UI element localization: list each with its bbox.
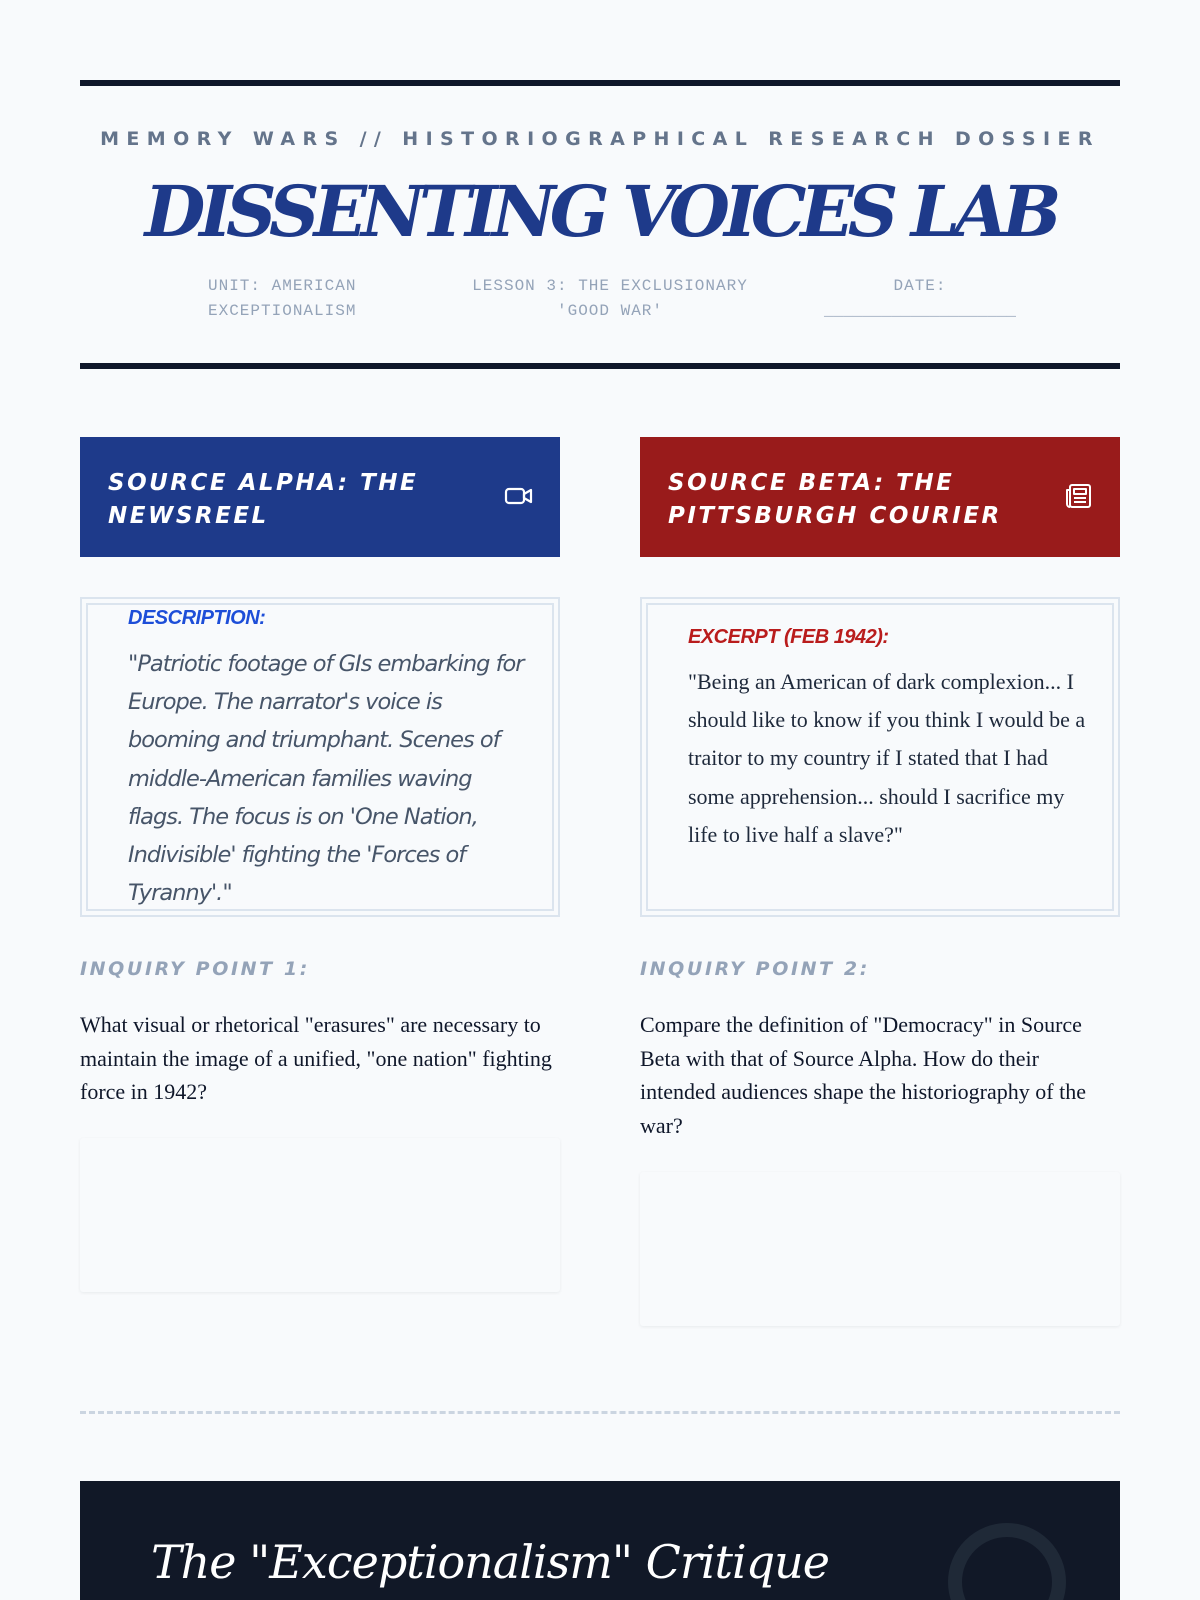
inquiry-point-2-question: Compare the definition of "Democracy" in Source Beta with that of Source Alpha. How do their intended audiences shape the historiography of the war? (640, 1012, 1086, 1138)
critique-panel (80, 1481, 1120, 1600)
excerpt-label: EXCERPT (FEB 1942): (688, 626, 889, 648)
source-beta-excerpt-box (640, 597, 1120, 917)
worksheet-page (80, 0, 1120, 1600)
page-title: DISSENTING VOICES LAB (144, 170, 1056, 253)
video-camera-icon (504, 481, 534, 511)
date-label: DATE: (893, 277, 947, 295)
source-alpha-title: SOURCE ALPHA: THE NEWSREEL (108, 470, 419, 529)
inquiry-point-1-question: What visual or rhetorical "erasures" are necessary to maintain the image of a unified, "one nation" fighting force in 1942? (80, 1012, 552, 1104)
date-field[interactable] (800, 274, 1040, 324)
newspaper-icon (1064, 481, 1094, 511)
unit-label: UNIT: AMERICAN EXCEPTIONALISM (208, 277, 357, 320)
dossier-kicker: MEMORY WARS // HISTORIOGRAPHICAL RESEARCH DOSSIER (100, 128, 1100, 150)
inquiry-point-2-answer-area[interactable] (640, 1172, 1120, 1326)
source-beta-header (640, 437, 1120, 557)
header-top-rule (80, 80, 1120, 86)
section-divider (80, 1411, 1120, 1414)
source-alpha-header (80, 437, 560, 557)
source-alpha-description-box (80, 597, 560, 917)
inquiry-point-1-answer-area[interactable] (80, 1138, 560, 1292)
decorative-ring (948, 1523, 1066, 1600)
description-label: DESCRIPTION: (128, 607, 266, 629)
critique-title: The "Exceptionalism" Critique (151, 1535, 830, 1589)
source-beta-excerpt: "Being an American of dark complexion... I should like to know if you think I would be a traitor to my country if I stated that I had some apprehension... should I sacrifice my life to live half a slave?" (688, 669, 1086, 847)
inquiry-point-2-label: INQUIRY POINT 2: (640, 958, 870, 980)
source-alpha-description: "Patriotic footage of GIs embarking for Europe. The narrator's voice is booming and triumphant. Scenes of middle-American families waving flags. The focus is on 'One Nation, Indivisible' fighting the 'Forces of Tyranny'." (128, 651, 524, 907)
date-blank-line[interactable]: ____________________ (823, 302, 1017, 320)
header-bottom-rule (80, 363, 1120, 369)
inquiry-point-1-label: INQUIRY POINT 1: (80, 958, 310, 980)
source-beta-title: SOURCE BETA: THE PITTSBURGH COURIER (668, 470, 1002, 529)
lesson-label: LESSON 3: THE EXCLUSIONARY 'GOOD WAR' (472, 277, 748, 320)
